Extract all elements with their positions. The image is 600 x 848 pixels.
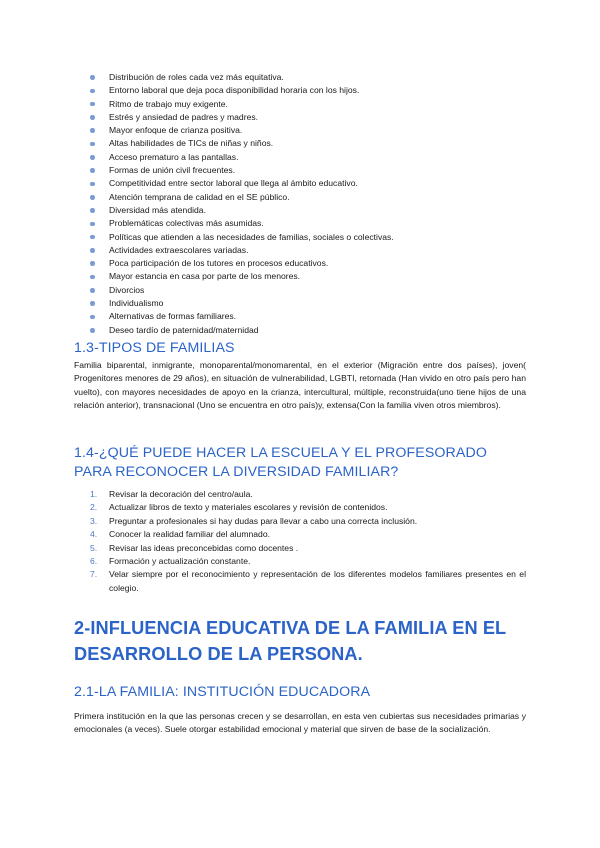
heading-escuela-line1: 1.4-¿QUÉ PUEDE HACER LA ESCUELA Y EL PROFESORADO: [74, 445, 487, 461]
paragraph-institucion-educadora: Primera institución en la que las personas crecen y se desarrollan, en esta ven cubiertas sus necesidades primarias y emocionales (a veces). Suele otorgar estabilidad emocional y material que sirven de base de la socialización.: [74, 711, 526, 735]
list-item: [90, 177, 394, 190]
list-item: [90, 151, 394, 164]
bullet-icon: [90, 75, 95, 80]
item-number: 7.: [90, 569, 98, 580]
item-number: 5.: [90, 542, 98, 553]
bullet-icon: [90, 288, 95, 293]
list-item: [90, 257, 394, 270]
heading-influencia-line2: DESARROLLO DE LA PERSONA.: [74, 644, 363, 664]
bullet-icon: [90, 235, 95, 240]
list-item-text: Alternativas de formas familiares.: [109, 311, 237, 322]
item-number: 2.: [90, 502, 98, 513]
list-item: [90, 310, 394, 323]
list-item-text: Competitividad entre sector laboral que llega al ámbito educativo.: [109, 178, 358, 189]
item-text: Conocer la realidad familiar del alumnado.: [109, 529, 270, 540]
bullet-icon: [90, 142, 95, 147]
list-item-text: Divorcios: [109, 284, 145, 295]
numbered-item: [74, 488, 526, 501]
bullet-icon: [90, 89, 95, 94]
list-item-text: Poca participación de los tutores en procesos educativos.: [109, 258, 329, 269]
list-item-text: Mayor enfoque de crianza positiva.: [109, 125, 243, 136]
list-item: [90, 204, 394, 217]
bullet-icon: [90, 155, 95, 160]
list-item: [90, 217, 394, 230]
bullet-icon: [90, 182, 95, 187]
escuela-numbered-list: [74, 488, 526, 595]
list-item-text: Actividades extraescolares variadas.: [109, 244, 249, 255]
list-item-text: Problemáticas colectivas más asumidas.: [109, 218, 264, 229]
numbered-item: [74, 501, 526, 514]
heading-institucion-educadora: 2.1-LA FAMILIA: INSTITUCIÓN EDUCADORA: [74, 684, 371, 700]
item-text: Preguntar a profesionales si hay dudas para llevar a cabo una correcta inclusión.: [109, 515, 418, 526]
bullet-icon: [90, 275, 95, 280]
bullet-icon: [90, 128, 95, 133]
item-number: 4.: [90, 529, 98, 540]
list-item: [90, 244, 394, 257]
heading-escuela-line2: PARA RECONOCER LA DIVERSIDAD FAMILIAR?: [74, 464, 399, 480]
bullet-icon: [90, 261, 95, 266]
numbered-item: [74, 515, 526, 528]
list-item-text: Deseo tardío de paternidad/maternidad: [109, 324, 259, 335]
numbered-item: [74, 528, 526, 541]
list-item: [90, 111, 394, 124]
heading-influencia-line1: 2-INFLUENCIA EDUCATIVA DE LA FAMILIA EN EL: [74, 618, 507, 638]
list-item: [90, 98, 394, 111]
bullet-icon: [90, 328, 95, 333]
list-item-text: Entorno laboral que deja poca disponibilidad horaria con los hijos.: [109, 85, 360, 96]
list-item: [90, 297, 394, 310]
item-text: Formación y actualización constante.: [109, 556, 251, 567]
list-item: [90, 284, 394, 297]
list-item-text: Acceso prematuro a las pantallas.: [109, 151, 239, 162]
item-number: 1.: [90, 489, 98, 499]
bullet-icon: [90, 195, 95, 200]
item-text: Revisar la decoración del centro/aula.: [109, 489, 253, 499]
bullet-icon: [90, 168, 95, 173]
item-text: Actualizar libros de texto y materiales escolares y revisión de contenidos.: [109, 502, 388, 513]
list-item-text: Individualismo: [109, 298, 164, 309]
list-item-text: Estrés y ansiedad de padres y madres.: [109, 111, 259, 122]
list-item: [90, 270, 394, 283]
bullet-icon: [90, 102, 95, 107]
numbered-item: [74, 568, 526, 595]
list-item: [90, 191, 394, 204]
list-item: [90, 84, 394, 97]
intro-bullet-list: [90, 71, 394, 337]
paragraph-tipos-familias: Familia biparental, inmigrante, monoparental/monomarental, en el exterior (Migración entre dos países), joven( Progenitores menores de 29 años), en situación de vulnerabilidad, LGBTI, retornada (Han vivido en otro país pero han vuelto), con mayores necesidades de apoyo en la crianza, intercultural, múltiple, reconstruida(uno tiene hijos de una relación anterior), transnacional (Uno se encuentra en otro país)y, extensa(Con la familia viven otros miembros).: [74, 360, 526, 411]
item-text: Velar siempre por el reconocimiento y representación de los diferentes modelos familiares presentes en el colegio.: [109, 569, 526, 593]
list-item-text: Formas de unión civil frecuentes.: [109, 165, 236, 176]
bullet-icon: [90, 222, 95, 227]
list-item: [90, 137, 394, 150]
item-number: 3.: [90, 515, 98, 526]
list-item-text: Ritmo de trabajo muy exigente.: [109, 98, 228, 109]
bullet-icon: [90, 208, 95, 213]
list-item: [90, 324, 394, 337]
bullet-icon: [90, 301, 95, 306]
list-item-text: Diversidad más atendida.: [109, 204, 206, 215]
list-item-text: Políticas que atienden a las necesidades de familias, sociales o colectivas.: [109, 231, 394, 242]
bullet-icon: [90, 248, 95, 253]
item-text: Revisar las ideas preconcebidas como docentes .: [109, 542, 299, 553]
list-item-text: Mayor estancia en casa por parte de los menores.: [109, 271, 301, 282]
numbered-item: [74, 542, 526, 555]
list-item-text: Atención temprana de calidad en el SE público.: [109, 191, 290, 202]
list-item: [90, 71, 394, 84]
heading-tipos-familias: 1.3-TIPOS DE FAMILIAS: [74, 340, 235, 356]
bullet-icon: [90, 115, 95, 120]
numbered-item: [74, 555, 526, 568]
list-item: [90, 124, 394, 137]
list-item: [90, 231, 394, 244]
item-number: 6.: [90, 556, 98, 567]
list-item-text: Distribución de roles cada vez más equitativa.: [109, 72, 284, 82]
list-item-text: Altas habilidades de TICs de niñas y niños.: [109, 138, 274, 149]
list-item: [90, 164, 394, 177]
bullet-icon: [90, 315, 95, 320]
